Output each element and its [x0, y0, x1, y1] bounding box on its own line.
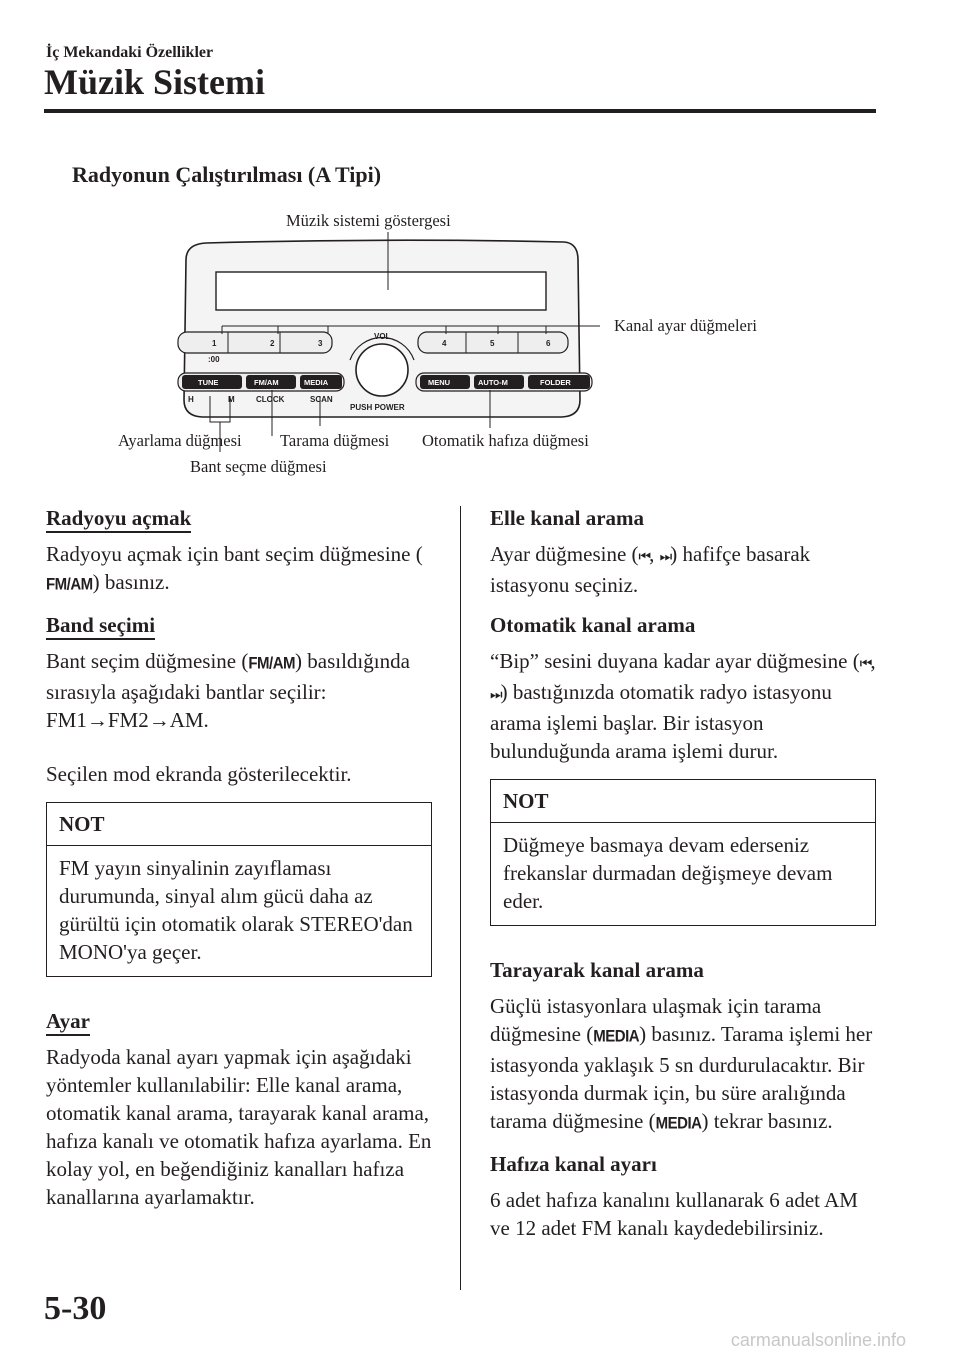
label-tune: Ayarlama düğmesi: [118, 431, 242, 450]
heading-radio-on: Radyoyu açmak: [46, 504, 432, 532]
left-column: [46, 504, 432, 1223]
note-title: NOT: [491, 780, 875, 823]
preset-6-label: 6: [546, 339, 551, 348]
media-key: MEDIA: [593, 1027, 640, 1046]
folder-button-label: FOLDER: [540, 378, 571, 387]
paragraph-scan-tuning: Güçlü istasyonlara ulaşmak için tarama düğmesine (MEDIA) basınız. Tarama işlemi her istasyonda yaklaşık 5 sn durdurulacaktır. Bir istasyonda durmak için, bu süre aralığında tarama düğmesine (MEDIA) tekrar basınız.: [490, 992, 876, 1138]
section-label: İç Mekandaki Özellikler: [46, 44, 214, 61]
media-button-label: MEDIA: [304, 378, 329, 387]
heading-tuning: Ayar: [46, 1007, 432, 1035]
preset-2-label: 2: [270, 339, 275, 348]
vol-label: VOL: [374, 332, 391, 341]
paragraph-mode-display: Seçilen mod ekranda gösterilecektir.: [46, 762, 352, 786]
label-preset: Kanal ayar düğmeleri: [614, 316, 757, 335]
heading-auto-tuning: Otomatik kanal arama: [490, 613, 696, 637]
note-box-fm: [46, 802, 432, 977]
subsection-title: Radyonun Çalıştırılması (A Tipi): [72, 162, 382, 187]
tune-button-label: TUNE: [198, 378, 219, 387]
heading-preset-tuning: Hafıza kanal ayarı: [490, 1152, 657, 1176]
paragraph-tuning: Radyoda kanal ayarı yapmak için aşağıdaki yöntemler kullanılabilir: Elle kanal arama, otomatik kanal arama, tarayarak kanal arama, hafıza kanalı ve otomatik hafıza ayarlama. En kolay yol, en beğendiğiniz kanalları hafıza kanallarına ayarlamaktır.: [46, 1045, 432, 1209]
seek-back-icon: ⏮: [638, 549, 650, 565]
preset-row-left: [178, 332, 332, 353]
fmam-key: FM/AM: [248, 654, 296, 673]
preset-1-label: 1: [212, 339, 217, 348]
paragraph-preset-tuning: 6 adet hafıza kanalını kullanarak 6 adet AM ve 12 adet FM kanalı kaydedebilirsiniz.: [490, 1188, 858, 1240]
radio-diagram: [100, 200, 820, 490]
menu-button-label: MENU: [428, 378, 451, 387]
m-label: M: [228, 395, 235, 404]
preset-3-label: 3: [318, 339, 323, 348]
seek-forward-icon: ⏭: [659, 549, 671, 565]
volume-knob: [356, 344, 408, 396]
note-text: Düğmeye basmaya devam ederseniz frekanslar durmadan değişmeye devam eder.: [503, 833, 833, 913]
media-key: MEDIA: [655, 1114, 702, 1133]
heading-scan-tuning: Tarayarak kanal arama: [490, 958, 704, 982]
h-label: H: [188, 395, 194, 404]
label-automem: Otomatik hafıza düğmesi: [422, 431, 589, 450]
note-box-hold: [490, 779, 876, 926]
automem-button-label: AUTO-M: [478, 378, 508, 387]
display-window: [216, 272, 546, 310]
label-display: Müzik sistemi göstergesi: [286, 211, 451, 230]
seek-back-icon: ⏮: [859, 656, 871, 672]
paragraph-radio-on: Radyoyu açmak için bant seçim düğmesine (FM/AM) basınız.: [46, 540, 432, 599]
right-column: [490, 504, 876, 1254]
seek-forward-icon: ⏭: [490, 687, 501, 703]
column-divider: [460, 506, 461, 1290]
heading-manual-tuning: Elle kanal arama: [490, 506, 645, 530]
fmam-button-label: FM/AM: [254, 378, 279, 387]
clock-label: CLOCK: [256, 395, 285, 404]
paragraph-band-select: Bant seçim düğmesine (FM/AM) basıldığında sırasıyla aşağıdaki bantlar seçilir: FM1→FM2→AM.: [46, 649, 410, 732]
paragraph-auto-tuning: “Bip” sesini duyana kadar ayar düğmesine (⏮, ⏭) bastığınızda otomatik radyo istasyonu arama işlemi başlar. Bir istasyon bulunduğunda arama işlemi durur.: [490, 649, 876, 763]
note-text: FM yayın sinyalinin zayıflaması durumunda, sinyal alım gücü daha az gürültü için otomatik olarak STEREO'dan MONO'ya geçer.: [59, 856, 413, 964]
clock-zero-label: :00: [208, 355, 220, 364]
preset-4-label: 4: [442, 339, 447, 348]
page-title: Müzik Sistemi: [44, 62, 265, 102]
page-number: 5-30: [44, 1290, 107, 1327]
scan-label: SCAN: [310, 395, 333, 404]
label-scan: Tarama düğmesi: [280, 431, 390, 450]
watermark: carmanualsonline.info: [730, 1330, 906, 1350]
push-power-label: PUSH POWER: [350, 403, 405, 412]
note-title: NOT: [47, 803, 431, 846]
paragraph-manual-tuning: Ayar düğmesine (⏮, ⏭) hafifçe basarak istasyonu seçiniz.: [490, 542, 811, 597]
fmam-key: FM/AM: [46, 575, 93, 594]
title-rule: [44, 109, 876, 113]
label-band: Bant seçme düğmesi: [190, 457, 327, 476]
preset-5-label: 5: [490, 339, 495, 348]
heading-band-select: Band seçimi: [46, 611, 432, 639]
